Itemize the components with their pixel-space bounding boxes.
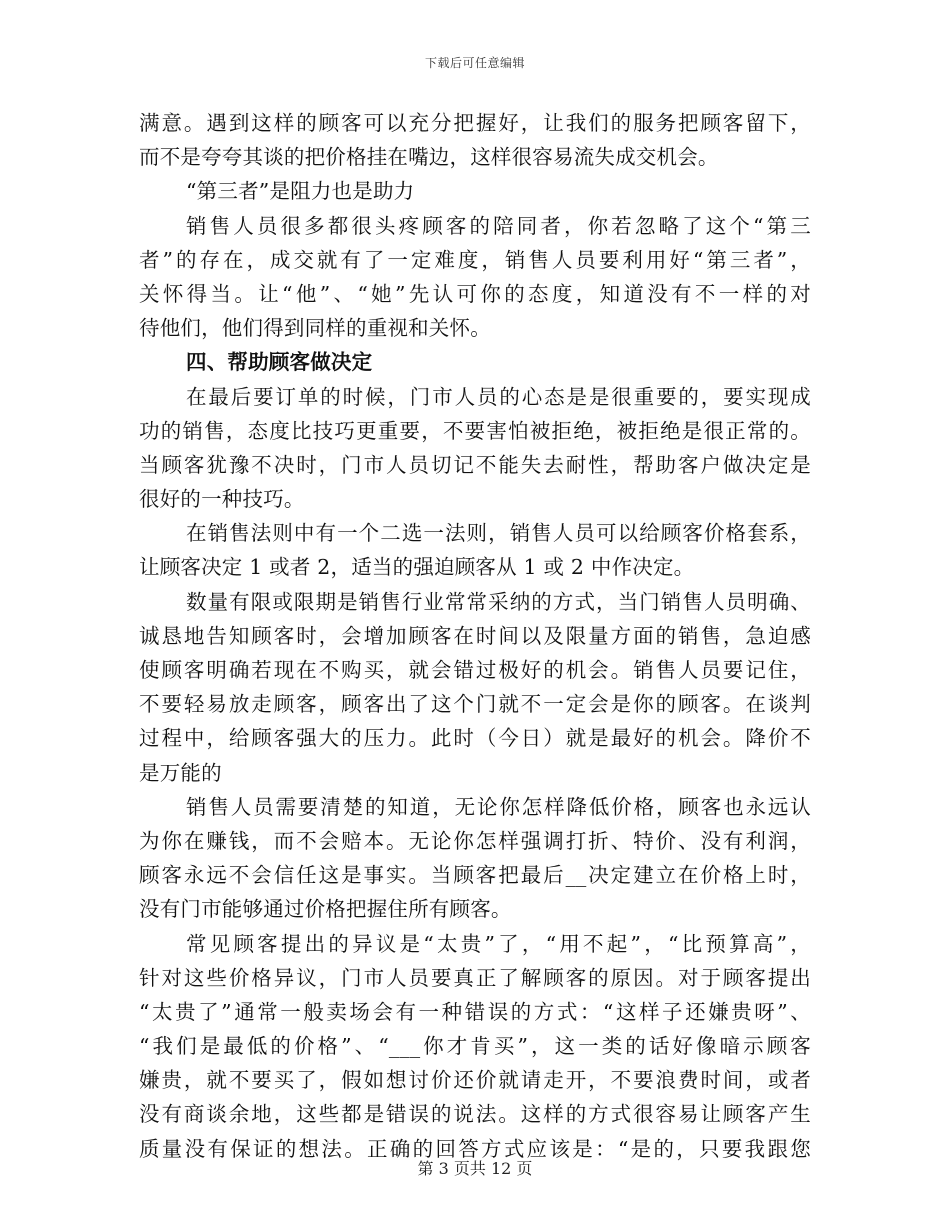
text-line: 在销售法则中有一个二选一法则，销售人员可以给顾客价格套系， [186, 521, 811, 546]
text-line: 为你在赚钱，而不会赔本。无论你怎样强调打折、特价、没有利润， [139, 828, 811, 853]
text-line: “我们是最低的价格”、“___你才肯买”，这一类的话好像暗示顾客 [139, 1034, 811, 1059]
text-line: 让顾客决定 1 或者 2，适当的强迫顾客从 1 或 2 中作决定。 [139, 555, 695, 580]
text-line: 当顾客犹豫不决时，门市人员切记不能失去耐性，帮助客户做决定是 [139, 452, 811, 477]
text-line: “第三者”是阻力也是助力 [186, 179, 415, 204]
text-line: 诚恳地告知顾客时，会增加顾客在时间以及限量方面的销售，急迫感 [139, 623, 811, 648]
text-line: 待他们，他们得到同样的重视和关怀。 [139, 316, 491, 341]
text-line: “太贵了”通常一般卖场会有一种错误的方式：“这样子还嫌贵呀”、 [139, 999, 811, 1024]
text-line: 没有门市能够通过价格把握住所有顾客。 [139, 897, 512, 922]
text-line: 是万能的 [139, 760, 222, 785]
text-line: 关怀得当。让“他”、“她”先认可你的态度，知道没有不一样的对 [139, 281, 811, 306]
text-line: 常见顾客提出的异议是“太贵”了，“用不起”，“比预算高”， [186, 931, 811, 956]
text-line: 数量有限或限期是销售行业常常采纳的方式，当门销售人员明确、 [186, 589, 811, 614]
text-line: 销售人员很多都很头疼顾客的陪同者，你若忽略了这个“第三 [186, 213, 811, 238]
text-line: 没有商谈余地，这些都是错误的说法。这样的方式很容易让顾客产生 [139, 1102, 811, 1127]
text-line: 在最后要订单的时候，门市人员的心态是是很重要的，要实现成 [186, 384, 811, 409]
section-heading: 四、帮助顾客做决定 [186, 350, 373, 375]
document-body [139, 106, 811, 1166]
text-line: 很好的一种技巧。 [139, 487, 305, 512]
text-line: 功的销售，态度比技巧更重要，不要害怕被拒绝，被拒绝是很正常的。 [139, 418, 811, 443]
text-line: 满意。遇到这样的顾客可以充分把握好，让我们的服务把顾客留下， [139, 111, 811, 135]
text-line: 而不是夸夸其谈的把价格挂在嘴边，这样很容易流失成交机会。 [139, 145, 719, 170]
text-line: 者”的存在，成交就有了一定难度，销售人员要利用好“第三者”， [139, 247, 811, 272]
page-header: 下载后可任意编辑 [424, 56, 525, 70]
page-footer: 第 3 页共 12 页 [417, 1159, 533, 1178]
text-line: 质量没有保证的想法。正确的回答方式应该是：“是的，只要我跟您 [139, 1136, 811, 1161]
text-line: 过程中，给顾客强大的压力。此时（今日）就是最好的机会。降价不 [139, 726, 811, 751]
text-line: 销售人员需要清楚的知道，无论你怎样降低价格，顾客也永远认 [186, 794, 811, 819]
text-line: 不要轻易放走顾客，顾客出了这个门就不一定会是你的顾客。在谈判 [139, 692, 811, 717]
text-line: 嫌贵，就不要买了，假如想讨价还价就请走开，不要浪费时间，或者 [139, 1068, 811, 1093]
text-line: 顾客永远不会信任这是事实。当顾客把最后__决定建立在价格上时， [139, 863, 811, 888]
text-line: 针对这些价格异议，门市人员要真正了解顾客的原因。对于顾客提出 [139, 965, 811, 990]
text-line: 使顾客明确若现在不购买，就会错过极好的机会。销售人员要记住， [139, 658, 811, 682]
